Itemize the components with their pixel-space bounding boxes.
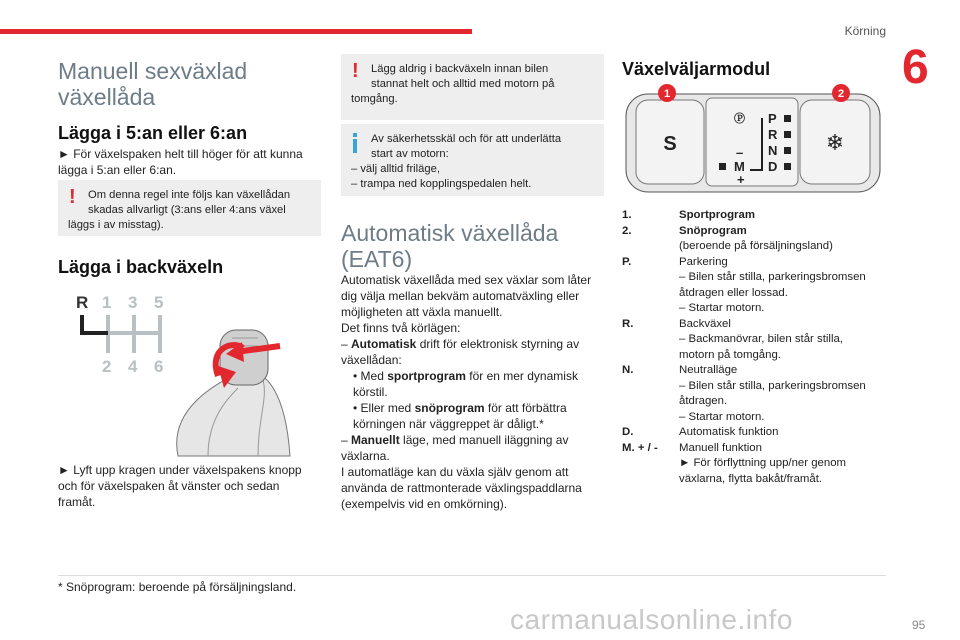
svg-text:2: 2 — [837, 88, 845, 100]
mode-automatic: – Automatisk drift för elektronisk styrning av växellådan: — [341, 337, 580, 367]
gear-label-5: 5 — [154, 293, 164, 312]
subheading-reverse: Lägga i backväxeln — [58, 257, 224, 277]
definition-value: – Backmanövrar, bilen står stilla, — [679, 333, 843, 345]
section-title-selector: Växelväljarmodul — [622, 59, 771, 79]
modes-intro: Det finns två körlägen: — [341, 321, 461, 335]
definition-key: D. — [622, 426, 634, 438]
warning-text: stannat helt och alltid med motorn på — [371, 78, 555, 90]
watermark: carmanualsonline.info — [510, 604, 793, 635]
definition-value: Neutralläge — [679, 364, 738, 376]
gear-label-4: 4 — [128, 357, 138, 376]
warning-box-reverse — [341, 54, 604, 120]
definition-value: – Bilen står stilla, parkeringsbromsen — [679, 379, 866, 392]
warning-text: läggs i av misstag). — [68, 219, 164, 231]
info-item: – välj alltid friläge, — [351, 163, 440, 175]
gear-label-1: 1 — [102, 293, 112, 312]
paddles-paragraph: I automatläge kan du växla själv genom att använda de rattmonterade växlingspaddlarna (exempelvis vid en omkörning). — [341, 465, 582, 511]
definition-key: 2. — [622, 224, 632, 237]
definition-value: Backväxel — [679, 317, 731, 330]
warning-box-gear — [58, 180, 321, 236]
gear-d: D — [768, 159, 778, 174]
definition-value: ► För förflyttning upp/ner genom — [679, 457, 847, 469]
info-text: Av säkerhetsskäl och för att underlätta — [371, 133, 562, 145]
definition-value: motorn på tomgång. — [679, 348, 781, 361]
definition-key: R. — [622, 317, 634, 330]
snowflake-icon: ❄ — [825, 130, 845, 155]
selector-center — [706, 98, 798, 186]
instruction-gear-5-6: ► För växelspaken helt till höger för att kunna lägga i 5:an eller 6:an. — [58, 147, 303, 177]
reverse-path — [82, 315, 108, 333]
gear-label-3: 3 — [128, 293, 138, 312]
info-text: start av motorn: — [371, 148, 449, 160]
info-item: – trampa ned kopplingspedalen helt. — [351, 178, 532, 190]
gear-selector-module-illustration — [622, 82, 884, 202]
footnote: * Snöprogram: beroende på försäljningsland. — [58, 580, 297, 594]
gear-m: M — [734, 159, 745, 174]
gear-label-r: R — [76, 293, 89, 312]
definition-key: N. — [622, 364, 634, 376]
page-number: 95 — [912, 618, 926, 632]
automatic-description — [341, 272, 599, 512]
chapter-number: 6 — [902, 41, 929, 94]
instruction-reverse: ► Lyft upp kragen under växelspakens knopp och för växelspaken åt vänster och sedan framåt. — [58, 463, 302, 509]
definition-value: Sportprogram — [679, 209, 755, 221]
gear-r: R — [768, 127, 778, 142]
section-title-automatic: Automatisk växellåda (EAT6) — [341, 220, 559, 272]
warning-text: Om denna regel inte följs kan växellådan — [88, 189, 291, 201]
mode-manual: – Manuellt läge, med manuell iläggning av växlarna. — [341, 433, 569, 463]
definition-value: – Bilen står stilla, parkeringsbromsen — [679, 271, 866, 283]
definition-value: – Startar motorn. — [679, 302, 765, 314]
warning-text: tomgång. — [351, 93, 398, 105]
definition-value: (beroende på försäljningsland) — [679, 240, 833, 252]
warning-icon: ! — [352, 60, 359, 82]
definition-value: Snöprogram — [679, 224, 747, 237]
section-title: Manuell sexväxlad växellåda — [58, 58, 248, 110]
definition-key: M. + / - — [622, 441, 658, 454]
section-header: Körning — [844, 24, 886, 38]
info-icon — [353, 133, 357, 153]
definition-value: åtdragen. — [679, 395, 728, 407]
warning-text: Lägg aldrig i backväxeln innan bilen — [371, 63, 549, 75]
definition-value: Parkering — [679, 255, 728, 268]
gear-label-2: 2 — [102, 357, 112, 376]
gear-label-6: 6 — [154, 357, 164, 376]
footnote-divider — [58, 575, 886, 576]
svg-text:1: 1 — [663, 88, 671, 100]
definition-key: 1. — [622, 209, 632, 221]
bullet-snow: • Eller med snöprogram för att förbättra körningen när väggreppet är dåligt.* — [353, 401, 567, 431]
reverse-gear-illustration — [58, 288, 298, 458]
warning-text: skadas allvarligt (3:ans eller 4:ans växel — [88, 204, 286, 216]
info-box-start — [341, 124, 604, 196]
gear-p: P — [768, 111, 777, 126]
gear-minus: – — [736, 145, 744, 160]
definition-value: Manuell funktion — [679, 441, 762, 454]
definition-value: Automatisk funktion — [679, 426, 779, 438]
bullet-sport: • Med sportprogram för en mer dynamisk körstil. — [353, 369, 578, 399]
gear-n: N — [768, 143, 778, 158]
definition-key: P. — [622, 255, 632, 268]
definition-value: åtdragen eller lossad. — [679, 286, 788, 299]
top-accent-bar — [0, 29, 472, 34]
definition-value: – Startar motorn. — [679, 410, 765, 423]
warning-icon: ! — [69, 186, 76, 208]
intro-paragraph: Automatisk växellåda med sex växlar som låter dig välja mellan bekväm automatväxling eller möjligheten att växla manuellt. — [341, 273, 592, 319]
subheading-gear-5-6: Lägga i 5:an eller 6:an — [58, 123, 248, 143]
sport-label: S — [663, 133, 677, 155]
park-lock-icon: Ⓟ — [734, 113, 745, 125]
gear-plus: + — [737, 172, 745, 187]
definition-value: växlarna, flytta bakåt/framåt. — [679, 472, 823, 485]
